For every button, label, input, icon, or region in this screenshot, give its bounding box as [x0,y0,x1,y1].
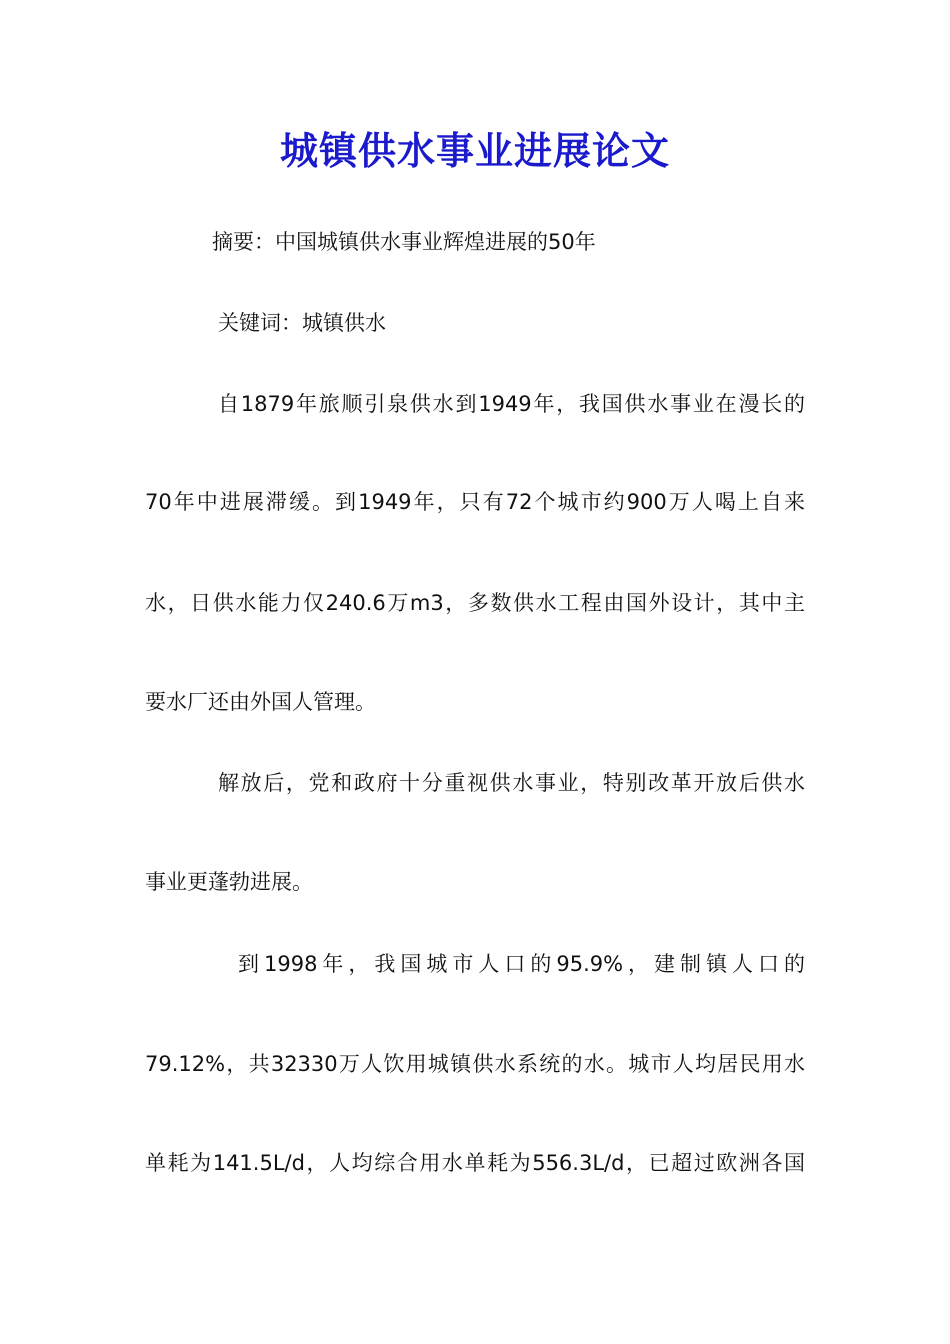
paragraph2-line1: 解放后，党和政府十分重视供水事业，特别改革开放后供水 [218,771,805,795]
abstract-line: 摘要：中国城镇供水事业辉煌进展的50年 [212,230,596,254]
document-title: 城镇供水事业进展论文 [279,128,670,173]
paragraph2-line2: 事业更蓬勃进展。 [145,870,313,894]
paragraph1-line2: 70年中进展滞缓。到1949年，只有72个城市约900万人喝上自来 [145,490,805,514]
paragraph3-line1: 到1998年，我国城市人口的95.9%，建制镇人口的 [238,952,805,976]
paragraph1-line3: 水，日供水能力仅240.6万m3，多数供水工程由国外设计，其中主 [145,591,805,615]
paragraph3-line2: 79.12%，共32330万人饮用城镇供水系统的水。城市人均居民用水 [145,1052,805,1076]
keywords-line: 关键词：城镇供水 [218,311,386,335]
paragraph3-line3: 单耗为141.5L/d，人均综合用水单耗为556.3L/d，已超过欧洲各国 [145,1151,805,1175]
paragraph1-line4: 要水厂还由外国人管理。 [145,690,376,714]
paragraph1-line1: 自1879年旅顺引泉供水到1949年，我国供水事业在漫长的 [218,392,805,416]
